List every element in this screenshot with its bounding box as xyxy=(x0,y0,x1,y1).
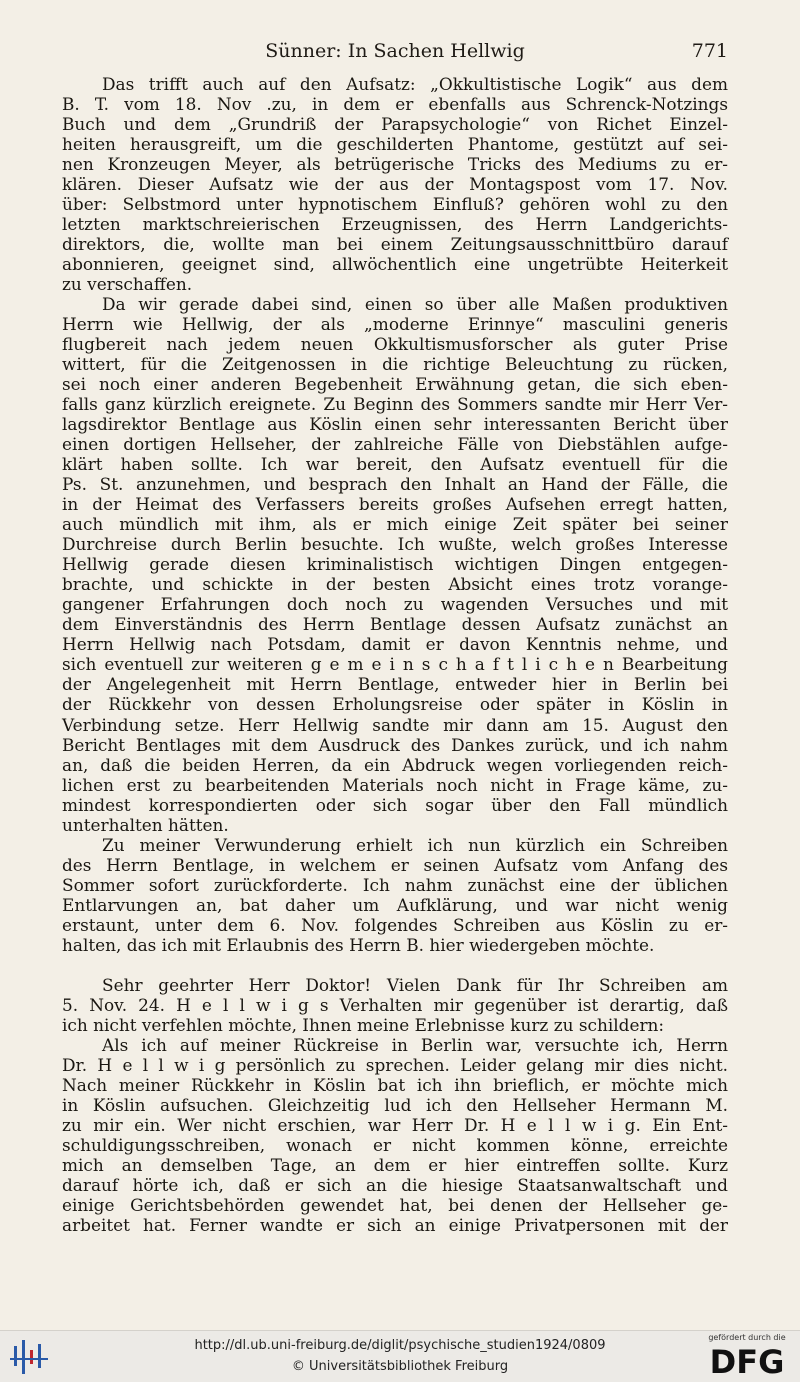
text-line: Sehr geehrter Herr Doktor! Vielen Dank für Ihr Schreiben am xyxy=(102,974,728,995)
text-line: über: Selbstmord unter hypnotischem Einfluß? gehören wohl zu den xyxy=(62,194,728,215)
text-line: schuldigungsschreiben, wonach er nicht kommen könne, erreichte xyxy=(62,1134,728,1155)
text-line: Da wir gerade dabei sind, einen so über alle Maßen produktiven xyxy=(102,294,728,315)
text-line: lichen erst zu bearbeitenden Materials noch nicht in Frage käme, zu- xyxy=(62,774,728,795)
text-line: mindest korrespondierten oder sich sogar über den Fall mündlich xyxy=(62,794,728,815)
text-line: zu verschaffen. xyxy=(62,274,193,295)
text-line: heiten herausgreift, um die geschilderten Phantome, gestützt auf sei- xyxy=(62,134,728,155)
text-line: falls ganz kürzlich ereignete. Zu Beginn des Sommers sandte mir Herr Ver- xyxy=(62,394,728,415)
text-line: 5. Nov. 24. H e l l w i g s Verhalten mir gegenüber ist derartig, daß xyxy=(62,994,728,1015)
dfg-credit: gefördert durch die xyxy=(708,1333,786,1342)
page-number: 771 xyxy=(691,40,728,62)
text-line: lagsdirektor Bentlage aus Köslin einen sehr interessanten Bericht über xyxy=(62,414,728,435)
text-line: erstaunt, unter dem 6. Nov. folgendes Schreiben aus Köslin zu er- xyxy=(62,914,728,935)
dfg-logo-text: DFG xyxy=(709,1343,785,1377)
text-line: zu mir ein. Wer nicht erschien, war Herr Dr. H e l l w i g. Ein Ent- xyxy=(62,1114,728,1135)
text-line: darauf hörte ich, daß er sich an die hiesige Staatsanwaltschaft und xyxy=(62,1174,728,1195)
text-line: halten, das ich mit Erlaubnis des Herrn B. hier wiedergeben möchte. xyxy=(62,934,655,955)
text-line: ich nicht verfehlen möchte, Ihnen meine Erlebnisse kurz zu schildern: xyxy=(62,1014,665,1035)
text-line: Bericht Bentlages mit dem Ausdruck des Dankes zurück, und ich nahm xyxy=(62,734,728,755)
copyright-notice: © Universitätsbibliothek Freiburg xyxy=(291,1359,509,1374)
text-line: arbeitet hat. Ferner wandte er sich an einige Privatpersonen mit der xyxy=(62,1214,728,1235)
body-text xyxy=(62,74,728,1235)
text-line: unterhalten hätten. xyxy=(62,814,229,835)
text-line: nen Kronzeugen Meyer, als betrügerische Tricks des Mediums zu er- xyxy=(62,154,728,175)
text-line: klärt haben sollte. Ich war bereit, den Aufsatz eventuell für die xyxy=(62,454,728,475)
text-line: einen dortigen Hellseher, der zahlreiche Fälle von Diebstählen aufge- xyxy=(62,434,728,455)
text-line: Das trifft auch auf den Aufsatz: „Okkultistische Logik“ aus dem xyxy=(102,74,728,94)
text-line: klären. Dieser Aufsatz wie der aus der Montagspost vom 17. Nov. xyxy=(62,174,728,195)
text-line: in der Heimat des Verfassers bereits großes Aufsehen erregt hatten, xyxy=(62,494,728,515)
text-line: Hellwig gerade diesen kriminalistisch wichtigen Dingen entgegen- xyxy=(62,554,728,575)
text-line: gangener Erfahrungen doch noch zu wagenden Versuches und mit xyxy=(62,594,728,615)
text-line: an, daß die beiden Herren, da ein Abdruck wegen vorliegenden reich- xyxy=(62,754,728,775)
text-line: Ps. St. anzunehmen, und besprach den Inhalt an Hand der Fälle, die xyxy=(62,474,728,495)
text-line: Nach meiner Rückkehr in Köslin bat ich ihn brieflich, er möchte mich xyxy=(62,1074,728,1095)
text-line: Durchreise durch Berlin besuchte. Ich wußte, welch großes Interesse xyxy=(62,534,728,555)
text-line: dem Einverständnis des Herrn Bentlage dessen Aufsatz zunächst an xyxy=(62,614,728,635)
text-line: Verbindung setze. Herr Hellwig sandte mir dann am 15. August den xyxy=(62,714,728,735)
running-title: Sünner: In Sachen Hellwig xyxy=(265,40,525,62)
text-line: sei noch einer anderen Begebenheit Erwähnung getan, die sich eben- xyxy=(62,374,728,395)
text-line: der Rückkehr von dessen Erholungsreise oder später in Köslin in xyxy=(62,694,728,715)
text-line: Buch und dem „Grundriß der Parapsychologie“ von Richet Einzel- xyxy=(62,114,728,135)
text-line: des Herrn Bentlage, in welchem er seinen Aufsatz vom Anfang des xyxy=(62,854,728,875)
text-line: der Angelegenheit mit Herrn Bentlage, entweder hier in Berlin bei xyxy=(62,674,728,695)
text-line: brachte, und schickte in der besten Absicht eines trotz vorange- xyxy=(62,574,728,595)
paragraph-gap xyxy=(62,955,728,975)
text-line: flugbereit nach jedem neuen Okkultismusforscher als guter Prise xyxy=(62,334,728,355)
dfg-logo-icon xyxy=(704,1343,790,1377)
text-line: Zu meiner Verwunderung erhielt ich nun kürzlich ein Schreiben xyxy=(102,834,728,855)
text-line: mich an demselben Tage, an dem er hier eintreffen sollte. Kurz xyxy=(62,1154,728,1175)
text-line: sich eventuell zur weiteren g e m e i n s c h a f t l i c h e n Bearbeitung xyxy=(62,654,728,675)
text-line: Herrn Hellwig nach Potsdam, damit er davon Kenntnis nehme, und xyxy=(62,634,728,655)
source-url-link[interactable]: http://dl.ub.uni-freiburg.de/diglit/psychische_studien1924/0809 xyxy=(194,1338,606,1353)
text-line: letzten marktschreierischen Erzeugnissen, des Herrn Landgerichts- xyxy=(62,214,728,235)
text-line: einige Gerichtsbehörden gewendet hat, bei denen der Hellseher ge- xyxy=(62,1194,728,1215)
text-line: in Köslin aufsuchen. Gleichzeitig lud ich den Hellseher Hermann M. xyxy=(62,1094,728,1115)
text-line: Sommer sofort zurückforderte. Ich nahm zunächst eine der üblichen xyxy=(62,874,728,895)
text-line: Herrn wie Hellwig, der als „moderne Erinnye“ masculini generis xyxy=(62,314,728,335)
text-line: auch mündlich mit ihm, als er mich einige Zeit später bei seiner xyxy=(62,514,728,535)
text-line: wittert, für die Zeitgenossen in die richtige Beleuchtung zu rücken, xyxy=(62,354,728,375)
footer-bar xyxy=(0,1330,800,1382)
text-line: Entlarvungen an, bat daher um Aufklärung, und war nicht wenig xyxy=(62,894,728,915)
text-line: abonnieren, geeignet sind, allwöchentlich eine ungetrübte Heiterkeit xyxy=(62,254,728,275)
text-line: direktors, die, wollte man bei einem Zeitungsausschnittbüro darauf xyxy=(62,234,728,255)
text-line: Als ich auf meiner Rückreise in Berlin war, versuchte ich, Herrn xyxy=(102,1034,728,1055)
running-header xyxy=(62,40,728,68)
text-line: Dr. H e l l w i g persönlich zu sprechen. Leider gelang mir dies nicht. xyxy=(62,1054,728,1075)
text-line: B. T. vom 18. Nov .zu, in dem er ebenfalls aus Schrenck-Notzings xyxy=(62,94,728,115)
